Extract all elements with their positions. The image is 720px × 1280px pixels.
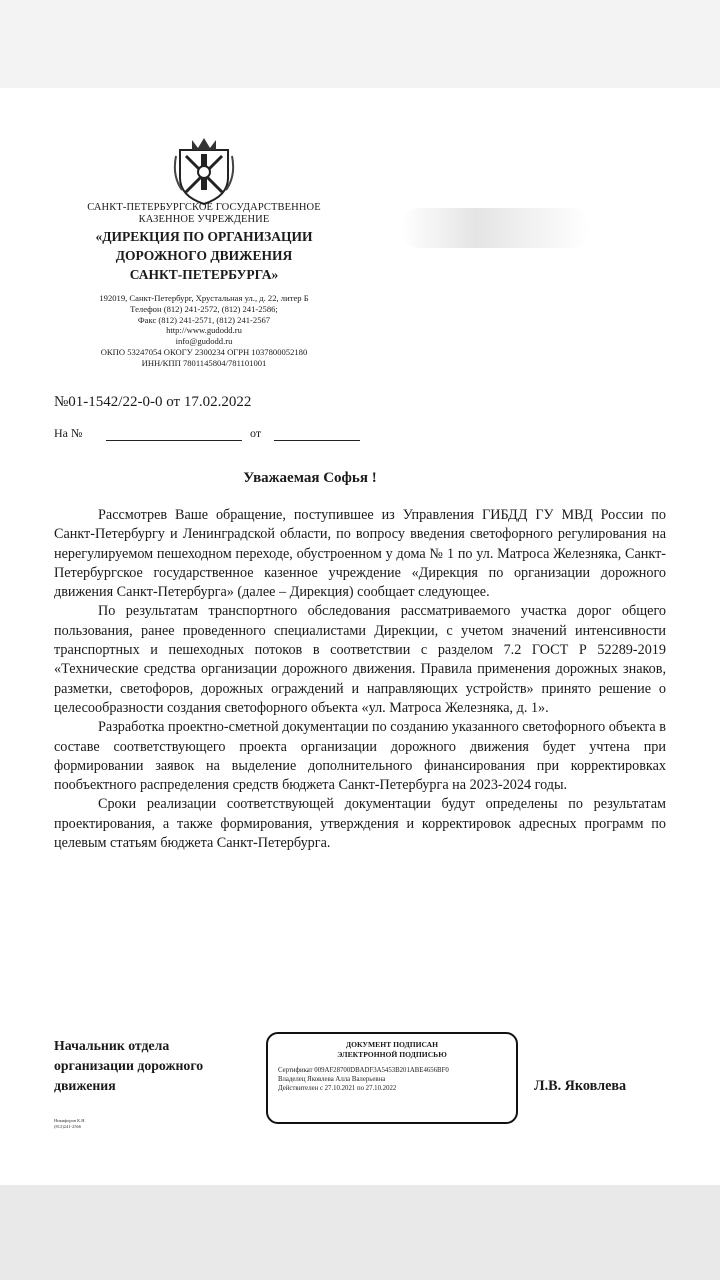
address-line: 192019, Санкт-Петербург, Хрустальная ул., д. 22, литер Б bbox=[99, 293, 309, 303]
bottom-band bbox=[0, 1185, 720, 1280]
coat-of-arms-icon bbox=[172, 136, 236, 206]
stamp-title-2: ЭЛЕКТРОННОЙ ПОДПИСЬЮ bbox=[337, 1050, 447, 1059]
signer-title-line: движения bbox=[54, 1078, 116, 1093]
stamp-title-1: ДОКУМЕНТ ПОДПИСАН bbox=[345, 1040, 439, 1049]
fax-line: Факс (812) 241-2571, (812) 241-2567 bbox=[137, 314, 271, 325]
na-blank-line bbox=[106, 440, 242, 441]
top-band bbox=[0, 0, 720, 86]
stamp-validity: Действителен с 27.10.2021 по 27.10.2022 bbox=[278, 1085, 397, 1092]
stamp-certificate: Сертификат 009AF28700DBADF3A5453B201ABE4656BF0 bbox=[278, 1067, 449, 1074]
na-label: На № bbox=[54, 426, 83, 440]
website-line: http://www.gudodd.ru bbox=[166, 325, 242, 336]
signer-name: Л.В. Яковлева bbox=[534, 1078, 627, 1094]
org-name-1: «ДИРЕКЦИЯ ПО ОРГАНИЗАЦИИ bbox=[95, 229, 313, 244]
executor-name: Никифоров К.Н. bbox=[54, 1118, 86, 1123]
org-address-block bbox=[54, 293, 354, 369]
paragraph-3: Разработка проектно-сметной документации по созданию указанного светофорного объекта в составе соответствующего проекта организации дорожного движения будет учтена при формировании заявок на выделение дополнительного финансирования при корректировках пообъектного распределения средств бюджета Санкт-Петербурга на 2023-2024 годы. bbox=[54, 719, 666, 794]
e-signature-stamp bbox=[266, 1032, 518, 1124]
codes-line: ОКПО 53247054 ОКОГУ 2300234 ОГРН 1037800052180 bbox=[100, 346, 308, 357]
signer-title-line: организации дорожного bbox=[54, 1058, 204, 1073]
paragraph-2: По результатам транспортного обследования рассматриваемого участка дорог общего пользования, ранее проведенного специалистами Дирекции, с учетом значений интенсивности транспортных и пешеходных потоков в соответствии с разделом 7.2 ГОСТ Р 52289-2019 «Технические средства организации дорожного движения. Правила применения дорожных знаков, разметки, светофоров, дорожных ограждений и направляющих устройств» принято решение о целесообразности создания светофорного объекта «ул. Матроса Железняка, д. 1». bbox=[54, 603, 666, 716]
ot-label: от bbox=[250, 426, 262, 440]
organization-header bbox=[54, 202, 354, 283]
letter-page bbox=[0, 88, 720, 1185]
org-name-2: ДОРОЖНОГО ДВИЖЕНИЯ bbox=[115, 248, 293, 263]
org-line-1: САНКТ-ПЕТЕРБУРГСКОЕ ГОСУДАРСТВЕННОЕ bbox=[87, 202, 321, 213]
stamp-owner: Владелец Яковлева Алла Валерьевна bbox=[278, 1076, 386, 1083]
paragraph-4: Сроки реализации соответствующей документации будут определены по результатам проектирования, а также формирования, утверждения и корректировок адресных программ по целевым статьям бюджета Санкт-Петербурга. bbox=[54, 796, 666, 852]
phone-line: Телефон (812) 241-2572, (812) 241-2586; bbox=[130, 303, 278, 314]
signer-title-line: Начальник отдела bbox=[54, 1038, 170, 1053]
executor-phone: (812)241-2566 bbox=[54, 1124, 81, 1129]
org-name-3: САНКТ-ПЕТЕРБУРГА» bbox=[129, 267, 279, 282]
blurred-recipient bbox=[400, 208, 590, 248]
org-line-2: КАЗЕННОЕ УЧРЕЖДЕНИЕ bbox=[138, 214, 270, 225]
inn-line: ИНН/КПП 7801145804/781101001 bbox=[141, 357, 267, 368]
executor-note bbox=[54, 1118, 86, 1130]
paragraph-1: Рассмотрев Ваше обращение, поступившее из Управления ГИБДД ГУ МВД России по Санкт-Петербургу и Ленинградской области, по вопросу введения светофорного регулирования на нерегулируемом пешеходном переходе, обустроенном у дома № 1 по ул. Матроса Железняка, Санкт-Петербургское государственное казенное учреждение «Дирекция по организации дорожного движения Санкт-Петербурга» (далее – Дирекция) сообщает следующее. bbox=[54, 507, 666, 601]
ot-blank-line bbox=[274, 440, 360, 441]
email-line: info@gudodd.ru bbox=[175, 336, 233, 347]
registration-number: №01-1542/22-0-0 от 17.02.2022 bbox=[54, 394, 252, 410]
letter-body bbox=[54, 506, 666, 853]
greeting: Уважаемая Софья ! bbox=[243, 470, 377, 486]
signer-title bbox=[54, 1036, 264, 1096]
